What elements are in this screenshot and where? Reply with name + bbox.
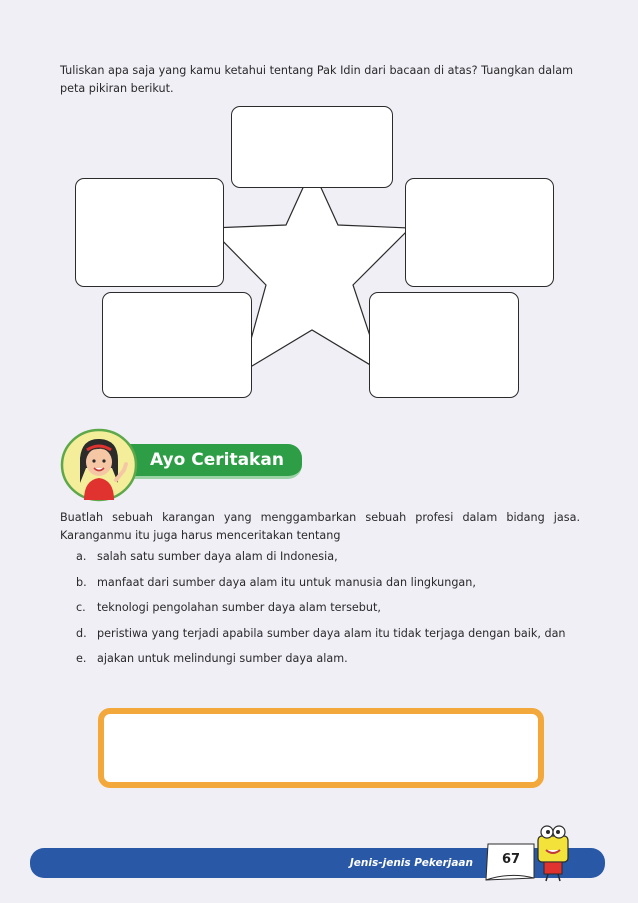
list-item	[76, 600, 586, 616]
mind-map-box-bottom-left[interactable]	[102, 292, 252, 398]
mind-map-box-top[interactable]	[231, 106, 393, 188]
list-item-text: peristiwa yang terjadi apabila sumber daya alam itu tidak terjaga dengan baik, dan	[97, 626, 566, 640]
list-marker: a.	[76, 550, 87, 563]
list-item	[76, 549, 586, 565]
book-mascot-icon	[528, 822, 578, 882]
list-item-text: teknologi pengolahan sumber daya alam tersebut,	[97, 601, 381, 614]
chapter-title: Jenis-jenis Pekerjaan	[349, 857, 473, 869]
list-item	[76, 575, 586, 591]
task-text: Buatlah sebuah karangan yang menggambarkan sebuah profesi dalam bidang jasa. Karanganmu itu juga harus menceritakan tentang	[60, 511, 580, 542]
list-marker: c.	[76, 601, 86, 614]
mind-map-box-left[interactable]	[75, 178, 224, 287]
list-item-text: ajakan untuk melindungi sumber daya alam.	[97, 652, 348, 665]
answer-box[interactable]	[98, 708, 544, 788]
list-item-text: salah satu sumber daya alam di Indonesia,	[97, 550, 338, 563]
mind-map-box-bottom-right[interactable]	[369, 292, 519, 398]
section-header	[60, 428, 305, 502]
list-marker: e.	[76, 652, 87, 665]
list-item	[76, 651, 586, 667]
list-marker: b.	[76, 575, 87, 589]
page-number: 67	[501, 852, 521, 867]
instruction-text: Tuliskan apa saja yang kamu ketahui tentang Pak Idin dari bacaan di atas? Tuangkan dalam peta pikiran berikut.	[60, 64, 573, 95]
task-list	[76, 549, 586, 677]
list-marker: d.	[76, 626, 87, 640]
mind-map-box-right[interactable]	[405, 178, 554, 287]
list-item-text: manfaat dari sumber daya alam itu untuk manusia dan lingkungan,	[97, 575, 476, 589]
girl-avatar-icon	[60, 428, 138, 502]
list-item	[76, 626, 586, 642]
section-title: Ayo Ceritakan	[150, 450, 284, 470]
